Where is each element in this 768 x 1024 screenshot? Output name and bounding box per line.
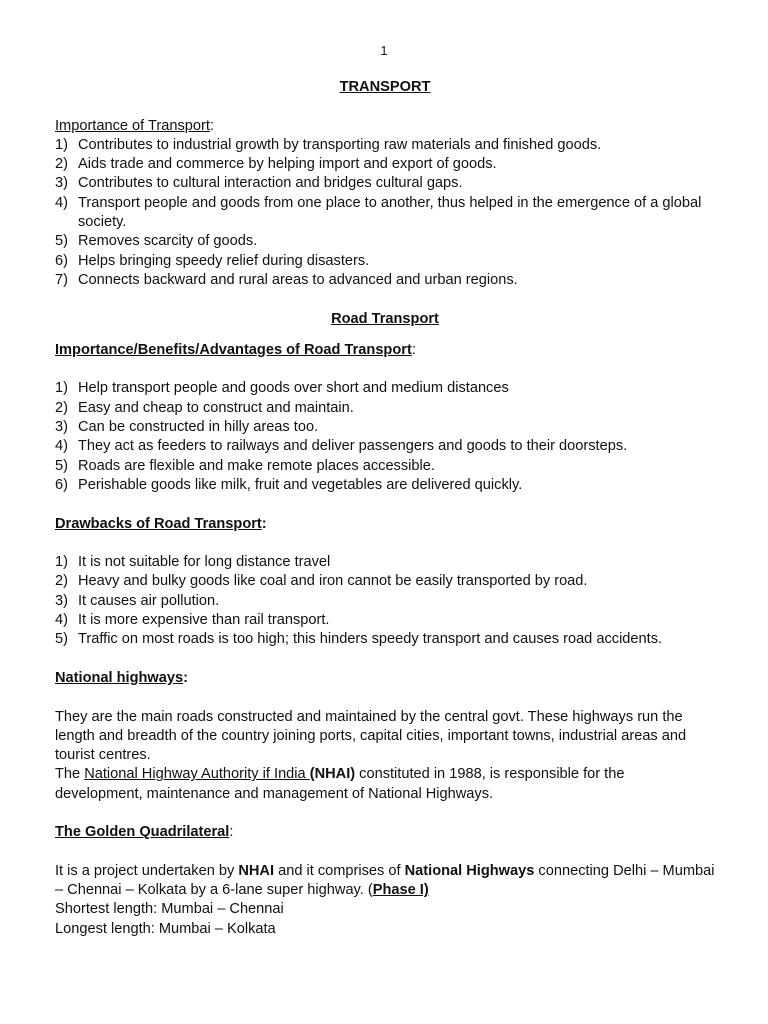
list-item: 6) Perishable goods like milk, fruit and vegetables are delivered quickly. [55, 476, 523, 493]
golden-paragraph: It is a project undertaken by NHAI and it comprises of National Highways connecting Delhi – Mumbai – Chennai – Kolkata by a 6-lane super highway. (Phase I) [55, 862, 715, 899]
list-item: 3) Contributes to cultural interaction and bridges cultural gaps. [55, 175, 463, 192]
document-title: TRANSPORT [339, 79, 431, 95]
list-item: 5) Removes scarcity of goods. [55, 233, 258, 250]
list-item: 5) Traffic on most roads is too high; this hinders speedy transport and causes road accidents. [55, 631, 663, 648]
nhai-paragraph: The National Highway Authority if India (NHAI) constituted in 1988, is responsible for the development, maintenance and management of National Highways. [55, 766, 625, 802]
road-transport-title: Road Transport [331, 310, 439, 327]
list-item: 4) They act as feeders to railways and deliver passengers and goods to their doorsteps. [55, 438, 628, 455]
drawbacks-heading: Drawbacks of Road Transport [55, 515, 262, 532]
drawbacks-list [55, 553, 715, 649]
list-item: 2) Heavy and bulky goods like coal and iron cannot be easily transported by road. [55, 573, 588, 590]
highways-heading-line: National highways: [55, 669, 188, 686]
phase-label: Phase I) [372, 882, 429, 899]
list-item: 2) Aids trade and commerce by helping import and export of goods. [55, 156, 497, 173]
longest-length: Longest length: Mumbai – Kolkata [55, 920, 276, 937]
importance-heading: Importance of Transport [55, 117, 210, 134]
document-body [55, 78, 715, 939]
nhai-authority: National Highway Authority if India [84, 766, 310, 783]
list-item: 3) It causes air pollution. [55, 592, 220, 609]
nhai-abbr: (NHAI) [309, 766, 356, 783]
list-item: 4) Transport people and goods from one place to another, thus helped in the emergence of a global society. [55, 194, 702, 231]
shortest-length: Shortest length: Mumbai – Chennai [55, 901, 284, 918]
highways-paragraph: They are the main roads constructed and maintained by the central govt. These highways run the length and breadth of the country joining ports, capital cities, important towns, industrial areas and tourist centres. [55, 708, 687, 764]
list-item: 1) It is not suitable for long distance travel [55, 554, 331, 571]
list-item: 1) Help transport people and goods over short and medium distances [55, 380, 509, 397]
golden-heading-line: The Golden Quadrilateral: [55, 824, 234, 841]
importance-list [55, 136, 715, 290]
list-item: 1) Contributes to industrial growth by transporting raw materials and finished goods. [55, 136, 602, 153]
list-item: 2) Easy and cheap to construct and maintain. [55, 399, 354, 416]
highways-heading: National highways [55, 669, 184, 686]
importance-heading-line: Importance of Transport: [55, 117, 214, 134]
list-item: 3) Can be constructed in hilly areas too. [55, 419, 319, 436]
list-item: 6) Helps bringing speedy relief during disasters. [55, 252, 370, 269]
page-number: 1 [380, 44, 388, 58]
benefits-heading-line: Importance/Benefits/Advantages of Road Transport: [55, 341, 416, 358]
list-item: 4) It is more expensive than rail transport. [55, 612, 330, 629]
list-item: 5) Roads are flexible and make remote places accessible. [55, 457, 435, 474]
benefits-heading: Importance/Benefits/Advantages of Road Transport [55, 341, 412, 358]
golden-heading: The Golden Quadrilateral [55, 824, 230, 841]
benefits-list [55, 379, 715, 495]
list-item: 7) Connects backward and rural areas to advanced and urban regions. [55, 271, 518, 288]
drawbacks-heading-line: Drawbacks of Road Transport: [55, 515, 267, 532]
